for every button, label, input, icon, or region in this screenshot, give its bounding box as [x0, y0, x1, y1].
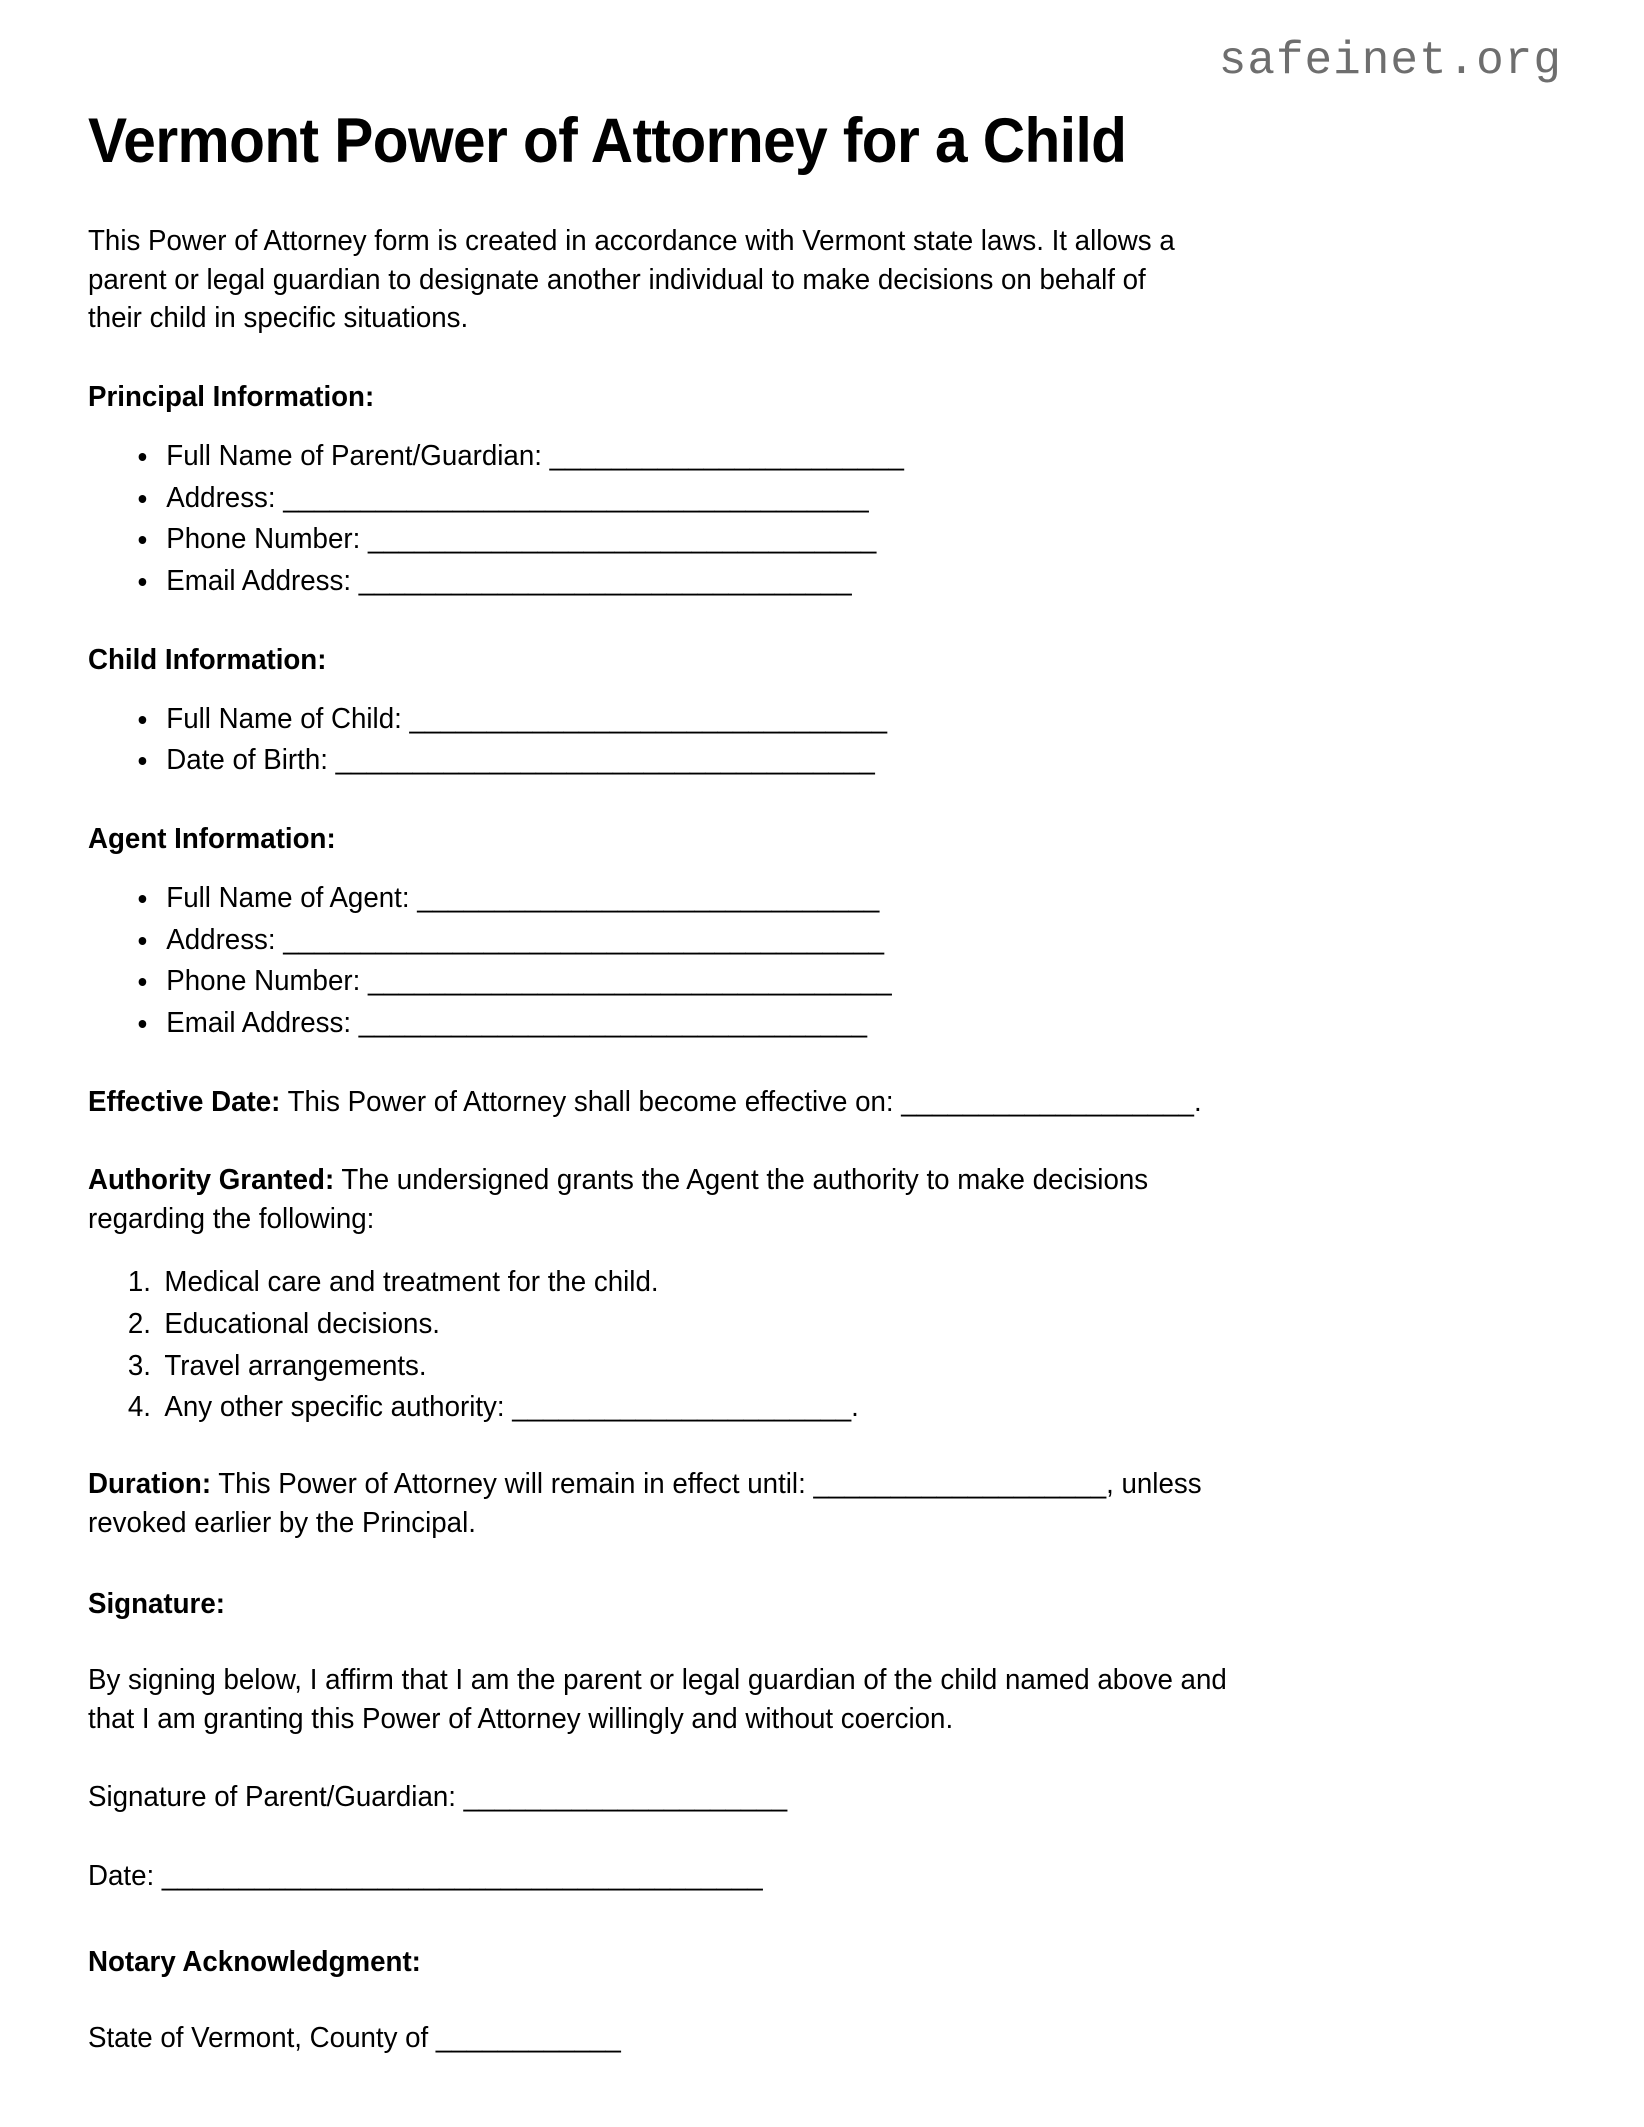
site-watermark: safeinet.org — [1218, 35, 1562, 87]
list-item: 2. Educational decisions. — [159, 1306, 1498, 1344]
page-title: Vermont Power of Attorney for a Child — [88, 106, 1127, 176]
section-heading-agent-information: Agent Information: — [88, 822, 336, 855]
notary-state-county-line: State of Vermont, County of ____________ — [88, 2021, 621, 2054]
list-item: • Address: ______________________________________ — [161, 480, 1498, 518]
principal-information-list — [88, 438, 1498, 601]
intro-paragraph: This Power of Attorney form is created in accordance with Vermont state laws. It allows a parent or legal guardian to designate another individual to make decisions on behalf of their child in specific situations. — [88, 225, 1175, 335]
list-item: • Phone Number: _________________________________ — [161, 521, 1498, 559]
signature-date-line: Date: _______________________________________ — [88, 1859, 763, 1892]
signature-affirmation-paragraph: By signing below, I affirm that I am the parent or legal guardian of the child named above and that I am granting this Power of Attorney willingly and without coercion. — [88, 1664, 1227, 1735]
list-item: • Full Name of Parent/Guardian: _______________________ — [161, 438, 1498, 476]
list-item: • Date of Birth: ___________________________________ — [161, 742, 1498, 780]
agent-information-list — [88, 880, 1498, 1043]
duration-paragraph — [88, 1465, 1234, 1542]
list-item: 4. Any other specific authority: ______________________. — [159, 1389, 1498, 1427]
effective-date-text: This Power of Attorney shall become effective on: ___________________. — [280, 1085, 1202, 1118]
authority-granted-text: The undersigned grants the Agent the authority to make decisions regarding the following: — [88, 1164, 1149, 1235]
duration-text: This Power of Attorney will remain in effect until: ___________________, unless revoked earlier by the Principal. — [88, 1468, 1202, 1539]
list-item: • Full Name of Child: _______________________________ — [161, 701, 1498, 739]
authority-granted-label: Authority Granted: — [88, 1164, 335, 1197]
section-heading-signature: Signature: — [88, 1588, 225, 1621]
child-information-list — [88, 701, 1498, 780]
list-item: • Email Address: _________________________________ — [161, 1005, 1498, 1043]
duration-label: Duration: — [88, 1468, 212, 1501]
list-item: • Phone Number: __________________________________ — [161, 963, 1498, 1001]
list-item: 1. Medical care and treatment for the child. — [159, 1264, 1498, 1302]
effective-date-paragraph — [88, 1083, 1234, 1122]
section-heading-child-information: Child Information: — [88, 643, 327, 676]
list-item: • Email Address: ________________________________ — [161, 563, 1498, 601]
list-item: • Full Name of Agent: ______________________________ — [161, 880, 1498, 918]
authority-granted-list — [88, 1264, 1498, 1427]
effective-date-label: Effective Date: — [88, 1085, 281, 1118]
signature-of-parent-guardian-line: Signature of Parent/Guardian: _____________________ — [88, 1781, 788, 1814]
list-item: • Address: _______________________________________ — [161, 922, 1498, 960]
section-heading-notary-acknowledgment: Notary Acknowledgment: — [88, 1945, 421, 1978]
section-heading-principal-information: Principal Information: — [88, 380, 375, 413]
list-item: 3. Travel arrangements. — [159, 1348, 1498, 1386]
authority-granted-paragraph — [88, 1161, 1234, 1238]
